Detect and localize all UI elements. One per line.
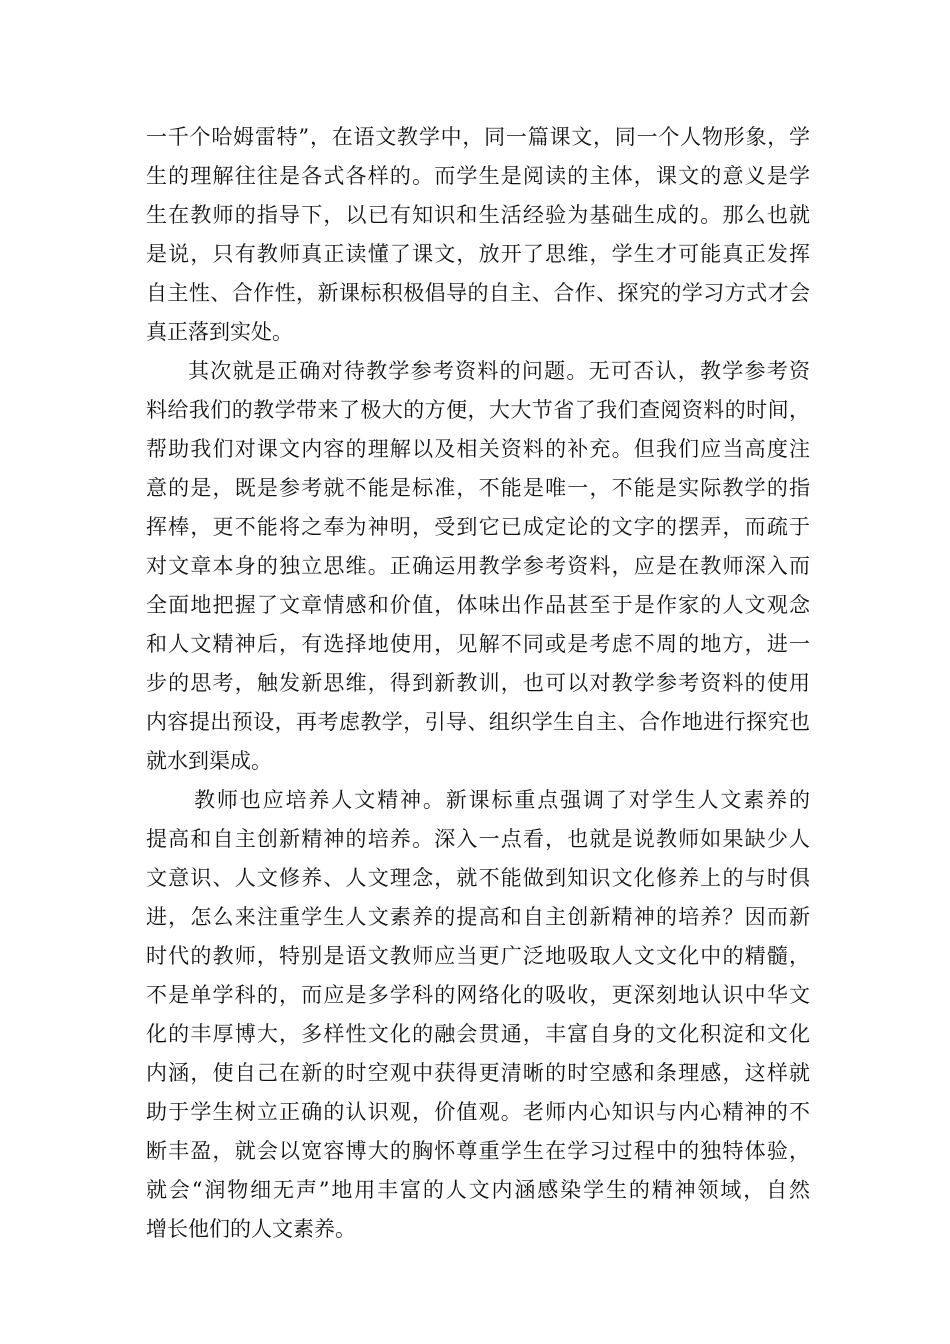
text-line: 和人文精神后，有选择地使用，见解不同或是考虑不周的地方，进一	[146, 632, 810, 656]
text-line: 内容提出预设，再考虑教学，引导、组织学生自主、合作地进行探究也	[146, 710, 810, 734]
text-line: 助于学生树立正确的认识观，价值观。老师内心知识与内心精神的不	[146, 1100, 810, 1124]
text-line: 真正落到实处。	[146, 320, 293, 344]
text-line: 就会“润物细无声”地用丰富的人文内涵感染学生的精神领域，自然	[146, 1178, 810, 1202]
document-page	[146, 118, 810, 1249]
text-line: 就水到渠成。	[146, 749, 272, 773]
text-line: 提高和自主创新精神的培养。深入一点看，也就是说教师如果缺少人	[146, 827, 810, 851]
text-line: 是说，只有教师真正读懂了课文，放开了思维，学生才可能真正发挥	[146, 242, 810, 266]
text-line: 对文章本身的独立思维。正确运用教学参考资料，应是在教师深入而	[146, 554, 810, 578]
paragraph-1	[146, 118, 810, 352]
text-line: 化的丰厚博大，多样性文化的融会贯通，丰富自身的文化积淀和文化	[146, 1022, 810, 1046]
paragraph-3	[146, 781, 810, 1249]
text-line: 步的思考，触发新思维，得到新教训，也可以对教学参考资料的使用	[146, 671, 810, 695]
text-line: 挥棒，更不能将之奉为神明，受到它已成定论的文字的摆弄，而疏于	[146, 515, 810, 539]
text-line: 生的理解往往是各式各样的。而学生是阅读的主体，课文的意义是学	[146, 164, 810, 188]
text-line: 一千个哈姆雷特”，在语文教学中，同一篇课文，同一个人物形象，学	[146, 125, 810, 149]
text-line: 不是单学科的，而应是多学科的网络化的吸收，更深刻地认识中华文	[146, 983, 810, 1007]
text-line: 断丰盈，就会以宽容博大的胸怀尊重学生在学习过程中的独特体验，	[146, 1139, 810, 1163]
text-line: 文意识、人文修养、人文理念，就不能做到知识文化修养上的与时俱	[146, 866, 810, 890]
text-line: 意的是，既是参考就不能是标准，不能是唯一，不能是实际教学的指	[146, 476, 810, 500]
text-line: 生在教师的指导下，以已有知识和生活经验为基础生成的。那么也就	[146, 203, 810, 227]
text-line: 内涵，使自己在新的时空观中获得更清晰的时空感和条理感，这样就	[146, 1061, 810, 1085]
text-line: 料给我们的教学带来了极大的方便，大大节省了我们查阅资料的时间，	[146, 398, 810, 422]
text-line: 自主性、合作性，新课标积极倡导的自主、合作、探究的学习方式才会	[146, 281, 810, 305]
text-line: 全面地把握了文章情感和价值，体味出作品甚至于是作家的人文观念	[146, 593, 810, 617]
text-line: 进，怎么来注重学生人文素养的提高和自主创新精神的培养？因而新	[146, 905, 810, 929]
paragraph-2	[146, 352, 810, 781]
text-line: 帮助我们对课文内容的理解以及相关资料的补充。但我们应当高度注	[146, 437, 810, 461]
text-line: 其次就是正确对待教学参考资料的问题。无可否认，教学参考资	[188, 359, 810, 383]
text-line: 增长他们的人文素养。	[146, 1217, 356, 1241]
text-line: 教师也应培养人文精神。新课标重点强调了对学生人文素养的	[194, 788, 810, 812]
text-line: 时代的教师，特别是语文教师应当更广泛地吸取人文文化中的精髓，	[146, 944, 810, 968]
